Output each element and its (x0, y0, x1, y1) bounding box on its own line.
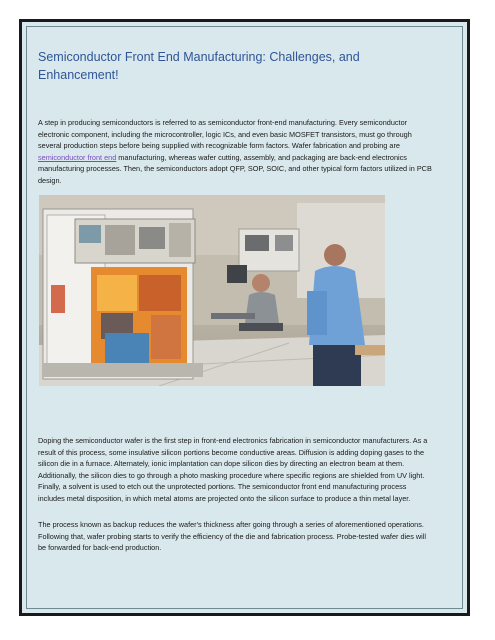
lab-photo (39, 195, 385, 386)
doping-paragraph: Doping the semiconductor wafer is the first step in front-end electronics fabrication in semiconductor manufacturers. As a result of this process, some insulative silicon portions become conductive areas. Diffusion is adding doping gases to the silicon die in a furnace. Alternately, ionic implantation can dope silicon dies by directing an electron beam at them. Additionally, the silicon dies to go through a photo masking procedure where specific regions are shielded from UV light. Finally, a solvent is used to etch out the unprotected portions. The semiconductor front end manufacturing process includes metal disposition, in which metal atoms are projected onto the silicon surface to produce a thin metal layer. (38, 436, 428, 503)
lab-photo-illustration (39, 195, 385, 386)
intro-paragraph (38, 117, 434, 187)
intro-text-end: manufacturing, whereas wafer cutting, assembly, and packaging are back-end electronics manufacturing processes. Then, the semiconductors adopt QFP, SOP, SOIC, and other typical form factors utilized in PCB design. (38, 152, 432, 185)
intro-text-start: A step in producing semiconductors is referred to as semiconductor front-end manufacturing. Every semiconductor electronic component, including the microcontroller, logic ICs, and even basic MOSFET transistors, must go through several production steps before being supplied with recognizable form factors. Wafer fabrication and probing are (38, 118, 412, 151)
backup-paragraph: The process known as backup reduces the wafer's thickness after going through a series of aforementioned operations. Following that, wafer probing starts to verify the efficiency of the die and fabrication process. Probe-tested wafer dies will be forwarded for back-end production. (38, 520, 427, 553)
semiconductor-front-end-link[interactable]: semiconductor front end (38, 152, 117, 162)
article-title: Semiconductor Front End Manufacturing: Challenges, and Enhancement! (38, 50, 360, 82)
